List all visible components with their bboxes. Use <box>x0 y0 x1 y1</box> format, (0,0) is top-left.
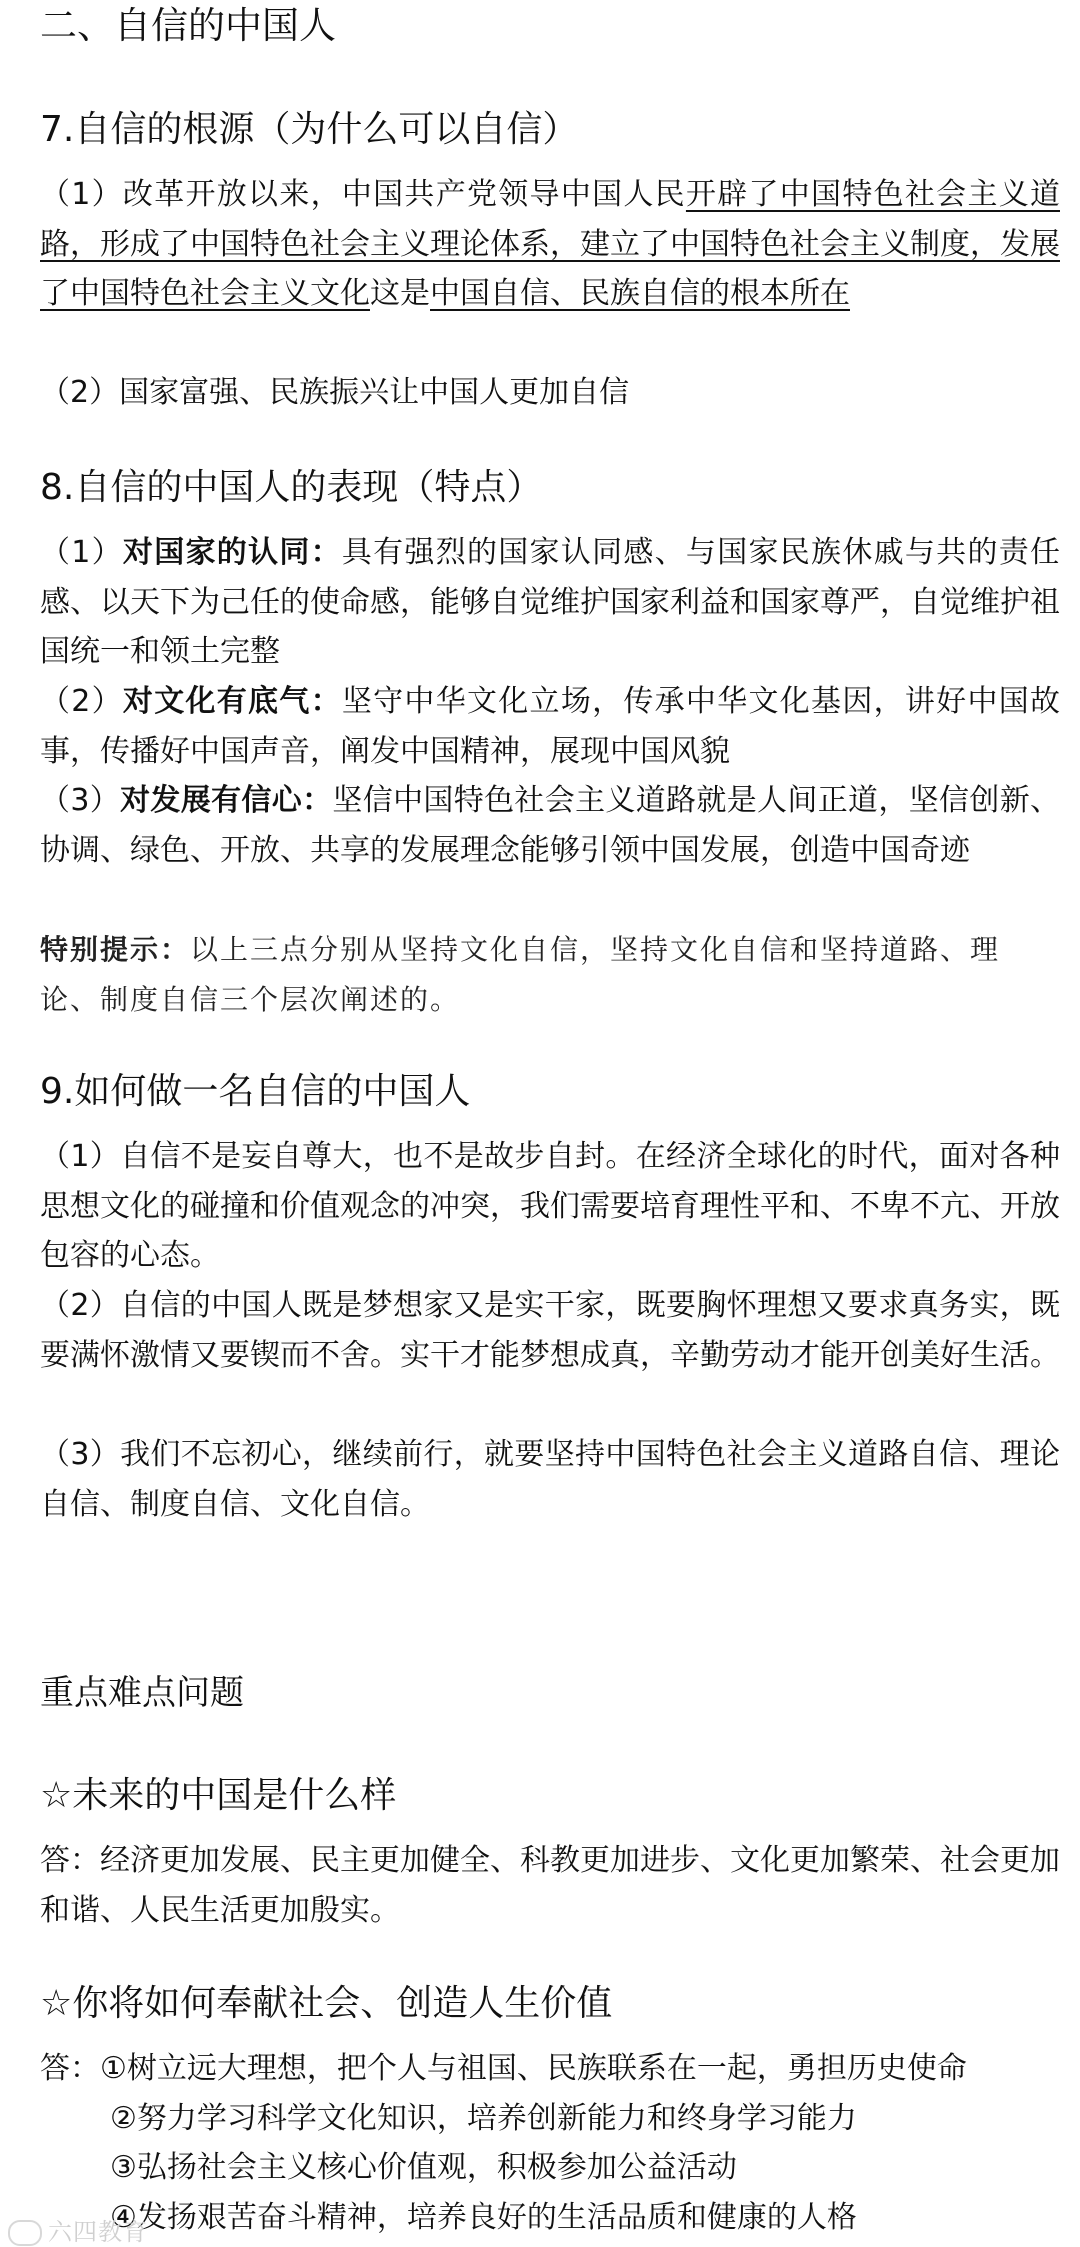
q7-p1-underline-1: 开辟了中国特色社会主义道路，形成了中国特色社会主义理论体系，建立了中国特色社会主义制度，发展了中国特色社会主义文化 <box>40 177 1060 311</box>
q8-note <box>40 925 1060 1024</box>
qa2-answer-item: ②努力学习科学文化知识，培养创新能力和终身学习能力 <box>110 2100 857 2136</box>
q8-item-head: 对国家的认同： <box>122 535 342 570</box>
q7-p1-prefix: （1）改革开放以来，中国共产党领导中国人民 <box>40 177 686 212</box>
qa2-answer <box>40 2044 1060 2242</box>
q8-item-text: 坚守中华文化立场，传承中华文化基因，讲好中国故事，传播好中国声音，阐发中国精神，展现中国风貌 <box>40 684 1060 769</box>
q8-item-head: 对发展有信心： <box>120 783 333 818</box>
q8-item-text: 具有强烈的国家认同感、与国家民族休戚与共的责任感、以天下为己任的使命感，能够自觉维护国家利益和国家尊严，自觉维护祖国统一和领土完整 <box>40 535 1060 669</box>
q7-paragraph-1 <box>40 170 1060 319</box>
q8-title: 8.自信的中国人的表现（特点） <box>40 467 543 508</box>
qa2-answer-line-1 <box>40 2044 1060 2094</box>
q7-p1-underline-2: 中国自信、民族自信的根本所在 <box>430 276 850 311</box>
watermark-text: 六四教育 <box>48 2218 148 2246</box>
q8-note-text: 以上三点分别从坚持文化自信，坚持文化自信和坚持道路、理论、制度自信三个层次阐述的。 <box>40 933 1001 1016</box>
qa2-answer-item: ①树立远大理想，把个人与祖国、民族联系在一起，勇担历史使命 <box>100 2051 967 2086</box>
key-section-title: 重点难点问题 <box>40 1673 244 1713</box>
qa1-question: ☆未来的中国是什么样 <box>40 1775 397 1816</box>
q8-note-head: 特别提示： <box>40 933 191 966</box>
q7-p1-mid: 这是 <box>370 276 430 311</box>
q8-item-num: （2） <box>40 684 123 719</box>
q8-item-3 <box>40 776 1060 875</box>
watermark-logo-icon <box>8 2220 42 2246</box>
qa1-answer: 答：经济更加发展、民主更加健全、科教更加进步、文化更加繁荣、社会更加和谐、人民生活更加殷实。 <box>40 1843 1060 1928</box>
qa2-question: ☆你将如何奉献社会、创造人生价值 <box>40 1983 613 2024</box>
q9-item-2: （2）自信的中国人既是梦想家又是实干家，既要胸怀理想又要求真务实，既要满怀激情又要锲而不舍。实干才能梦想成真，辛勤劳动才能开创美好生活。 <box>40 1288 1060 1373</box>
q8-item-1 <box>40 528 1060 677</box>
qa2-answer-prefix: 答： <box>40 2051 100 2086</box>
q8-item-num: （3） <box>40 783 121 818</box>
q7-paragraph-2: （2）国家富强、民族振兴让中国人更加自信 <box>40 375 630 410</box>
q9-item-1: （1）自信不是妄自尊大，也不是故步自封。在经济全球化的时代，面对各种思想文化的碰撞和价值观念的冲突，我们需要培育理性平和、不卑不亢、开放包容的心态。 <box>40 1139 1060 1273</box>
watermark <box>8 2212 148 2247</box>
qa2-answer-item: ④发扬艰苦奋斗精神，培养良好的生活品质和健康的人格 <box>110 2199 857 2235</box>
q9-item-3: （3）我们不忘初心，继续前行，就要坚持中国特色社会主义道路自信、理论自信、制度自信、文化自信。 <box>40 1437 1060 1522</box>
q7-title: 7.自信的根源（为什么可以自信） <box>40 109 579 150</box>
q8-item-2 <box>40 677 1060 776</box>
q9-title: 9.如何做一名自信的中国人 <box>40 1071 471 1112</box>
section-title: 二、自信的中国人 <box>40 4 336 47</box>
qa2-answer-item: ③弘扬社会主义核心价值观，积极参加公益活动 <box>110 2150 737 2185</box>
q8-item-text: 坚信中国特色社会主义道路就是人间正道，坚信创新、协调、绿色、开放、共享的发展理念能够引领中国发展，创造中国奇迹 <box>40 783 1061 868</box>
q8-item-num: （1） <box>40 535 123 570</box>
q8-item-head: 对文化有底气： <box>122 684 342 719</box>
